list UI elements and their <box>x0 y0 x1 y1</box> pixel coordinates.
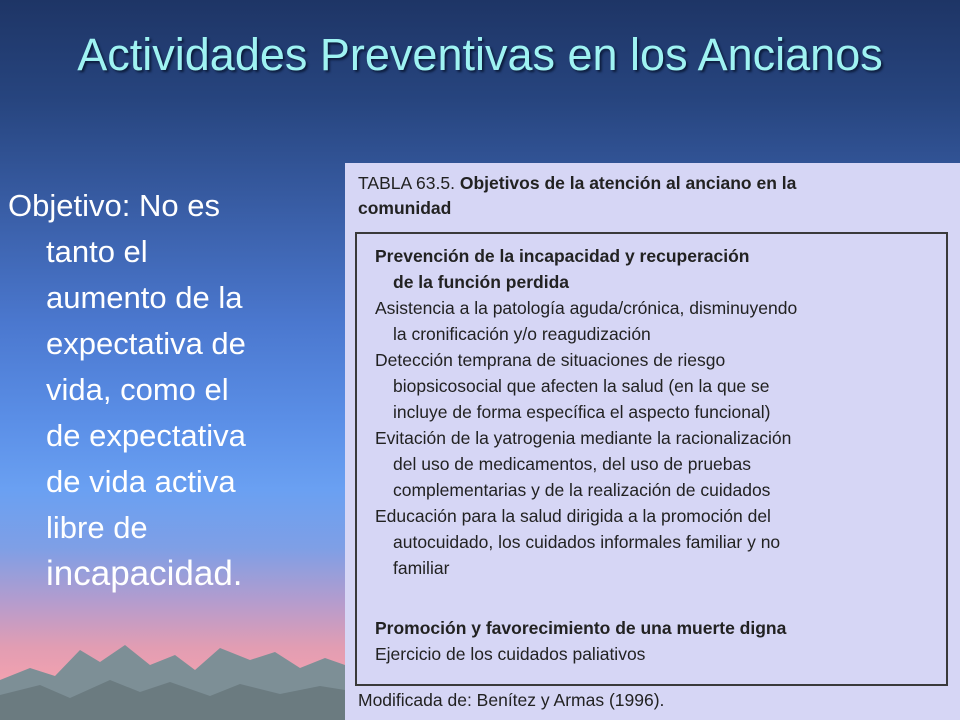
table-box <box>355 232 948 686</box>
table-item: Detección temprana de situaciones de riesgo <box>375 350 726 370</box>
table-item: Ejercicio de los cuidados paliativos <box>375 644 646 664</box>
table-title-line2: comunidad <box>358 198 452 218</box>
table-item: Asistencia a la patología aguda/crónica, disminuyendo <box>375 298 798 318</box>
table-item: Evitación de la yatrogenia mediante la racionalización <box>375 428 792 448</box>
objective-label: Objetivo: <box>8 188 131 223</box>
objective-line: de expectativa <box>46 418 246 453</box>
table-item-cont: la cronificación y/o reagudización <box>393 324 651 344</box>
objective-line: vida, como el <box>46 372 229 407</box>
table-caption <box>358 171 938 221</box>
table-footer: Modificada de: Benítez y Armas (1996). <box>358 690 665 710</box>
table-title-line1: Objetivos de la atención al anciano en la <box>459 173 797 193</box>
objective-paragraph <box>8 183 340 597</box>
objective-line: incapacidad. <box>46 554 243 593</box>
mountain-background <box>0 610 345 720</box>
objective-text: No es <box>138 188 220 223</box>
slide-title: Actividades Preventivas en los Ancianos <box>77 29 883 80</box>
table-item-cont: del uso de medicamentos, del uso de pruebas <box>393 454 752 474</box>
table-item-cont: complementarias y de la realización de cuidados <box>393 480 771 500</box>
table-item-cont: biopsicosocial que afecten la salud (en la que se <box>393 376 770 396</box>
table-item-cont: incluye de forma específica el aspecto funcional) <box>393 402 771 422</box>
table-image <box>345 163 960 720</box>
section1-heading: Prevención de la incapacidad y recuperación <box>375 246 750 266</box>
objective-line: de vida activa <box>46 464 236 499</box>
table-item: Educación para la salud dirigida a la promoción del <box>375 506 771 526</box>
objective-line-1 <box>8 183 340 229</box>
table-number: TABLA 63.5. <box>358 173 455 193</box>
table-item-cont: familiar <box>393 558 450 578</box>
objective-line: aumento de la <box>46 280 243 315</box>
objective-line: libre de <box>46 510 148 545</box>
section2-heading: Promoción y favorecimiento de una muerte digna <box>375 618 787 638</box>
table-item-cont: autocuidado, los cuidados informales familiar y no <box>393 532 781 552</box>
section1-heading-cont: de la función perdida <box>393 272 569 292</box>
objective-line: tanto el <box>46 234 148 269</box>
objective-line: expectativa de <box>46 326 246 361</box>
